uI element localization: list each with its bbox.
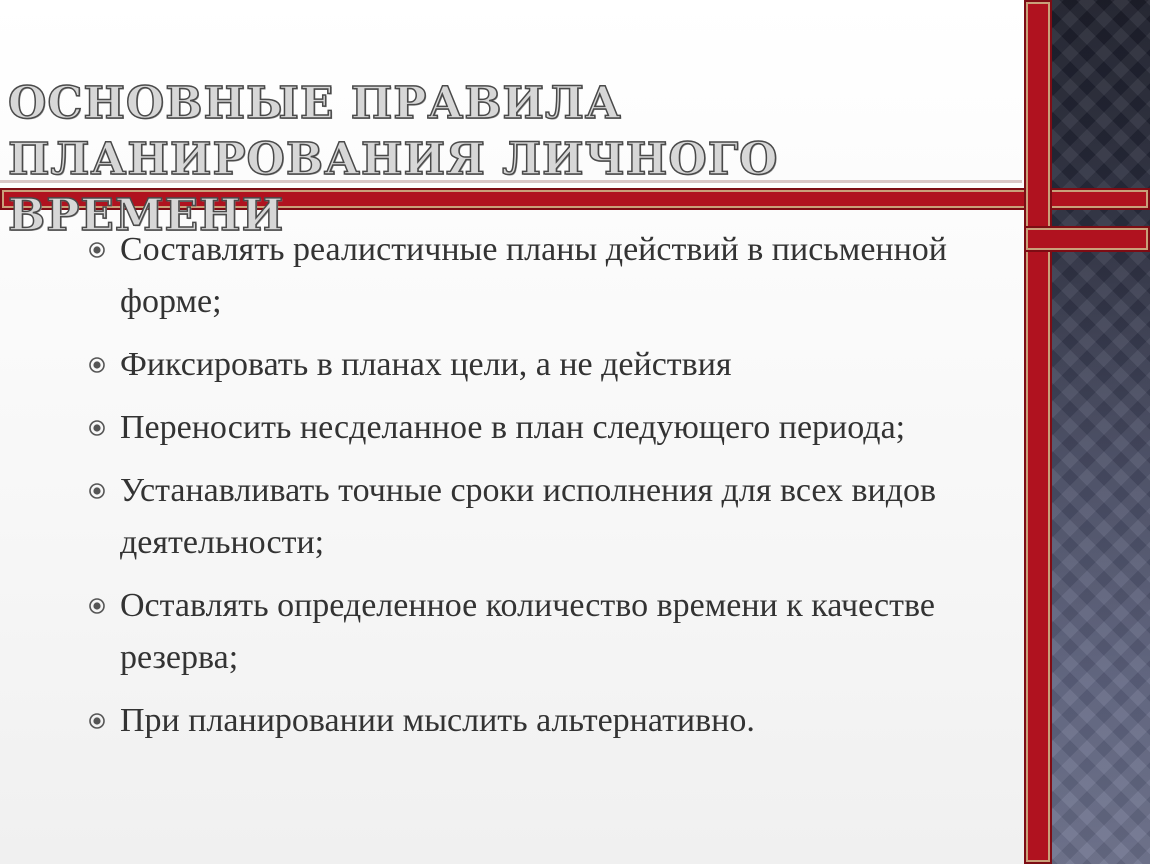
vertical-accent-bar	[1024, 0, 1052, 864]
circle-dot-icon	[88, 597, 106, 615]
list-item	[88, 224, 988, 328]
circle-dot-icon	[88, 356, 106, 374]
list-item	[88, 695, 988, 747]
circle-dot-icon	[88, 419, 106, 437]
list-item	[88, 465, 988, 569]
bullet-list	[88, 224, 988, 758]
circle-dot-icon	[88, 241, 106, 259]
slide-title: ОСНОВНЫЕ ПРАВИЛА ПЛАНИРОВАНИЯ ЛИЧНОГО ВРЕМЕНИ	[8, 78, 779, 241]
bullet-text: Фиксировать в планах цели, а не действия	[120, 346, 732, 383]
circle-dot-icon	[88, 482, 106, 500]
bullet-text: При планировании мыслить альтернативно.	[120, 702, 755, 739]
bullet-text: Устанавливать точные сроки исполнения для всех видов деятельности;	[120, 472, 937, 561]
list-item	[88, 339, 988, 391]
bullet-text: Переносить несделанное в план следующего периода;	[120, 409, 906, 446]
bullet-text: Оставлять определенное количество времени к качестве резерва;	[120, 587, 935, 676]
list-item	[88, 580, 988, 684]
right-accent-bar	[1024, 226, 1150, 252]
list-item	[88, 402, 988, 454]
circle-dot-icon	[88, 712, 106, 730]
bullet-text: Составлять реалистичные планы действий в письменной форме;	[120, 231, 947, 320]
